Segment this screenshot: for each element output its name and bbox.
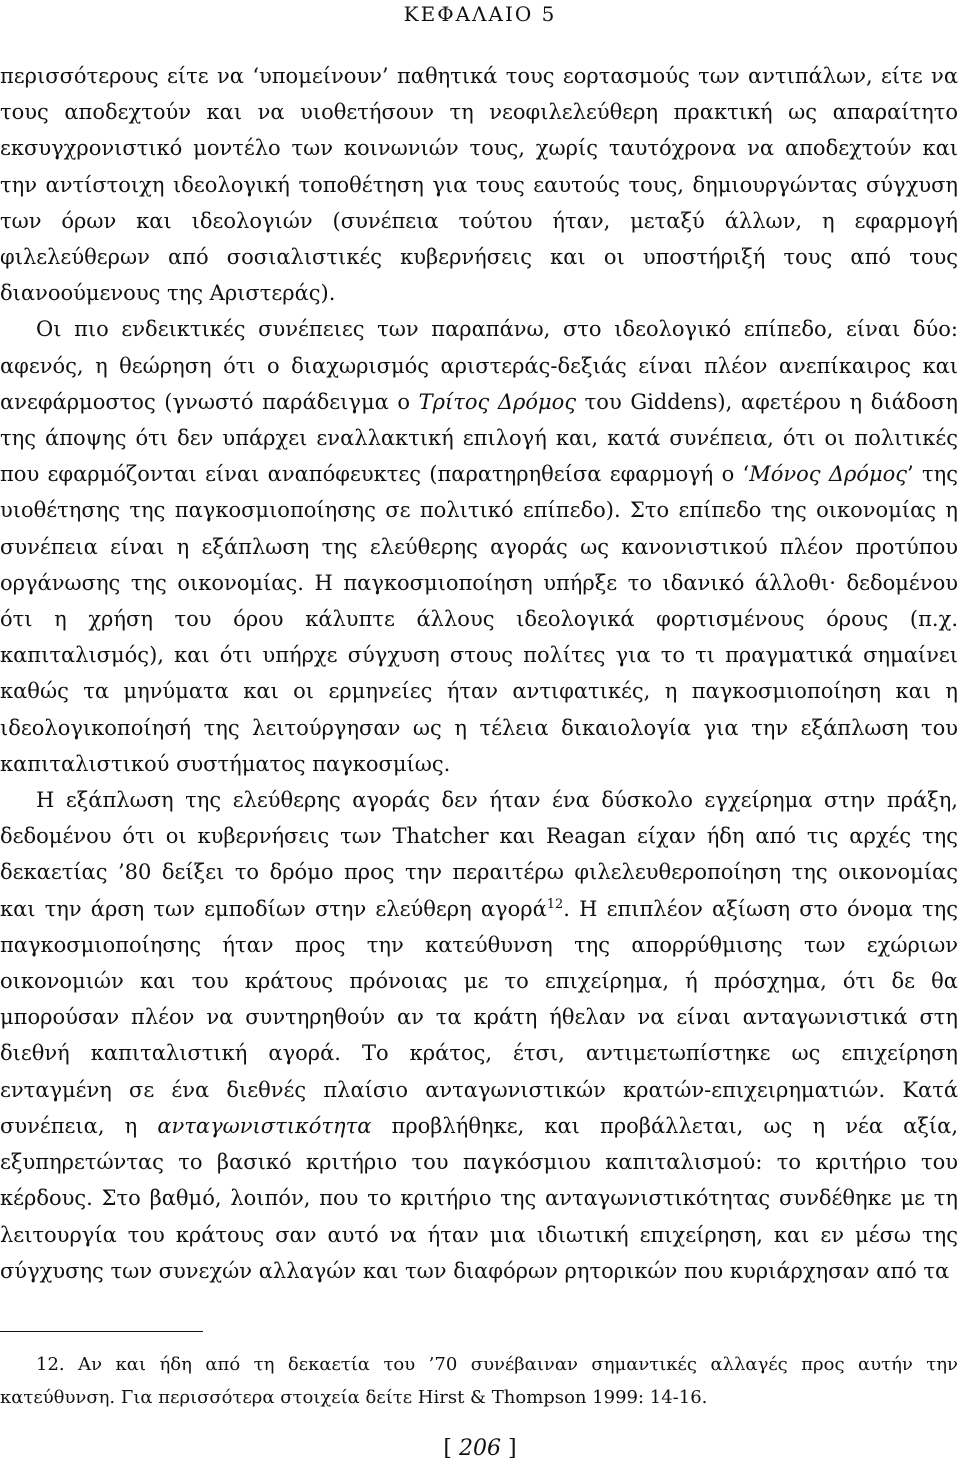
page-number <box>0 1436 960 1461</box>
paragraph-3 <box>0 782 958 1289</box>
paragraph-3-text-1: Η εξάπλωση της ελεύθερης αγοράς δεν ήταν ένα δύσκολο εγχείρημα στην πράξη, δεδομένου ότι οι κυβερνήσεις των Thatcher και Reagan είχαν ήδη από τις αρχές της δεκαετίας ’80 δείξει το δρόμο προς την περαιτέρω φιλελευθεροποίηση της οικονομίας και την άρση των εμποδίων στην ελεύθερη αγορά <box>0 788 958 921</box>
paragraph-1: περισσότερους είτε να ‘υπομείνουν’ παθητικά τους εορτασμούς των αντιπάλων, είτε να τους αποδεχτούν και να υιοθετήσουν τη νεοφιλελεύθερη πρακτική ως απαραίτητο εκσυγχρονιστικό μοντέλο των κοινωνιών τους, χωρίς ταυτόχρονα να αποδεχτούν και την αντίστοιχη ιδεολογική τοποθέτηση για τους εαυτούς τους, δημιουργώντας σύγχυση των όρων και ιδεολογιών (συνέπεια τούτου ήταν, μεταξύ άλλων, η εφαρμογή φιλελεύθερων από σοσιαλιστικές κυβερνήσεις και οι υποστήριξή τους από τους διανοούμενους της Αριστεράς). <box>0 64 958 306</box>
paragraph-2-text-3: ’ της υιοθέτησης της παγκοσμιοποίησης σε πολιτικό επίπεδο). Στο επίπεδο της οικονομίας η συνέπεια είναι η εξάπλωση της ελεύθερης αγοράς ως κανονιστικού πλέον προτύπου οργάνωσης της οικονομίας. Η παγκοσμιοποίηση υπήρξε το ιδανικό άλλοθι· δεδομένου ότι η χρήση του όρου κάλυπτε άλλους ιδεολογικά φορτισμένους όρους (π.χ. καπιταλισμός), και ότι υπήρχε σύγχυση στους πολίτες για το τι πραγματικά σημαίνει καθώς τα μηνύματα και οι ερμηνείες ήταν αντιφατικές, η παγκοσμιοποίηση και η ιδεολογικοποίησή της λειτούργησαν ως η τέλεια δικαιολογία για την εξάπλωση του καπιταλιστικού συστήματος παγκοσμίως. <box>0 462 958 776</box>
paragraph-2-text-2: του Giddens), αφετέρου η διάδοση της άποψης ότι δεν υπάρχει εναλλακτική επιλογή και, κατά συνέπεια, ότι οι πολιτικές που εφαρμόζονται είναι αναπόφευκτες (παρατηρηθείσα εφαρμογή ο ‘ <box>0 389 958 487</box>
paragraph-3-text-3: προβλήθηκε, και προβάλλεται, ως η νέα αξία, εξυπηρετώντας το βασικό κριτήριο του παγκόσμιου καπιταλισμού: το κριτήριο του κέρδους. Στο βαθμό, λοιπόν, που το κριτήριο της ανταγωνιστικότητας συνδέθηκε με τη λειτουργία του κράτους σαν αυτό να ήταν μια ιδιωτική επιχείρηση, και εν μέσω της σύγχυσης των συνεχών αλλαγών και των διαφόρων ρητορικών που κυριάρχησαν από τα <box>0 1113 958 1283</box>
paragraph-2-italic-2: Μόνος Δρόμος <box>749 462 908 487</box>
footnote <box>0 1348 958 1414</box>
paragraph-2-text-1: Οι πιο ενδεικτικές συνέπειες των παραπάνω, στο ιδεολογικό επίπεδο, είναι δύο: αφενός, η θεώρηση ότι ο διαχωρισμός αριστεράς-δεξιάς είναι πλέον ανεπίκαιρος και ανεφάρμοστος (γνωστό παράδειγμα ο <box>0 317 958 414</box>
page-number-value: 206 <box>459 1436 501 1461</box>
page-number-open-bracket: [ <box>443 1436 452 1461</box>
page-number-close-bracket: ] <box>508 1436 517 1461</box>
footnote-divider <box>0 1331 203 1332</box>
footnote-reference[interactable]: 12 <box>546 896 564 912</box>
paragraph-2 <box>0 311 958 782</box>
running-header: ΚΕΦΑΛΑΙΟ 5 <box>403 2 557 26</box>
paragraph-3-text-2: . Η επιπλέον αξίωση στο όνομα της παγκοσμιοποίησης ήταν προς την κατεύθυνση της απορρύθμισης των εχώριων οικονομιών και του κράτους πρόνοιας με το επιχείρημα, ή πρόσχημα, ότι δε θα μπορούσαν πλέον να συντηρηθούν αν τα κράτη ήθελαν να είναι ανταγωνιστικά στη διεθνή καπιταλιστική αγορά. Το κράτος, έτσι, αντιμετωπίστηκε ως επιχείρηση ενταγμένη σε ένα διεθνές πλαίσιο ανταγωνιστικών κρατών-επιχειρηματιών. Κατά συνέπεια, η <box>0 896 958 1138</box>
footnote-text: 12. Αν και ήδη από τη δεκαετία του ’70 συνέβαιναν σημαντικές αλλαγές προς αυτήν την κατεύθυνση. Για περισσότερα στοιχεία δείτε Hirst & Thompson 1999: 14-16. <box>0 1354 958 1408</box>
paragraph-2-italic-1: Τρίτος Δρόμος <box>418 389 577 414</box>
body-text <box>0 58 958 1289</box>
paragraph-3-italic-1: ανταγωνιστικότητα <box>157 1113 372 1138</box>
